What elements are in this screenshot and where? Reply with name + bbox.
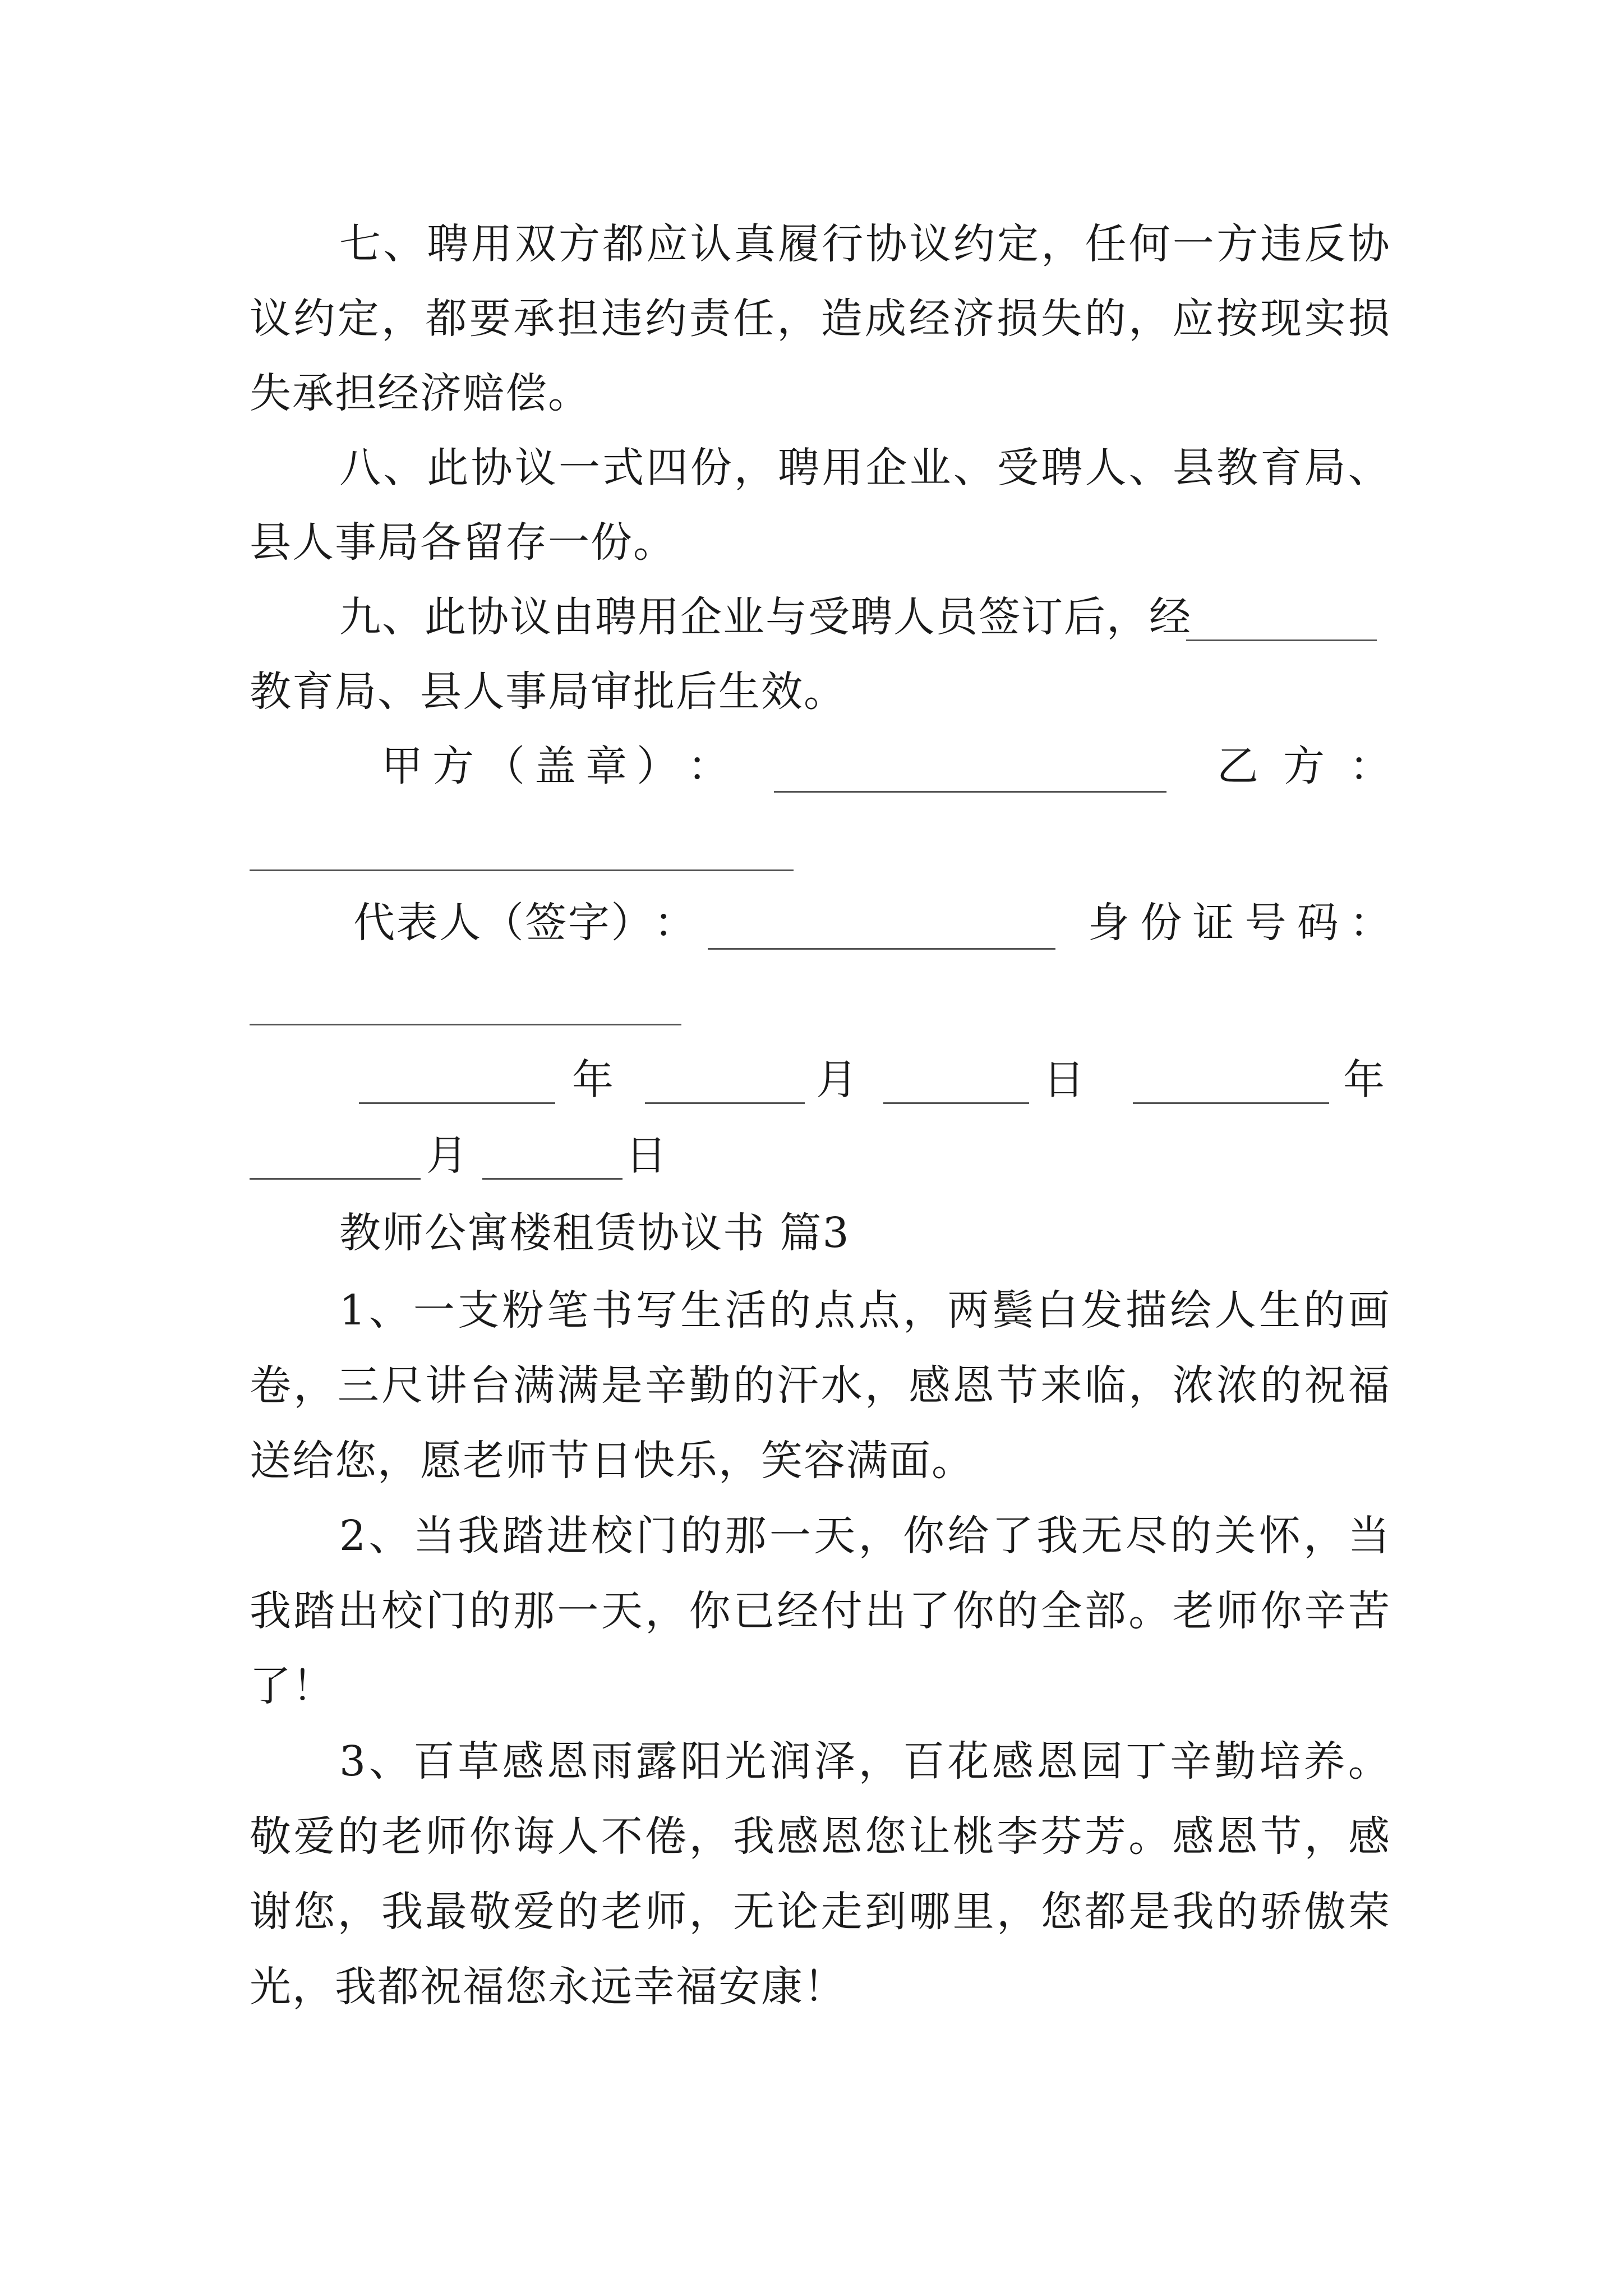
date-b-day-blank[interactable] <box>482 1178 623 1180</box>
date-a-month-label: 月 <box>816 1056 859 1104</box>
date-b-month-label: 月 <box>426 1131 469 1180</box>
date-b-day-label: 日 <box>625 1131 668 1180</box>
wish-3-line-3: 谢 您 ， 我 最 敬 爱 的 老 师 ， 无 论 走 到 哪 里 ， 您 都 是 我 的 骄 傲 荣 <box>250 1888 1391 1936</box>
wish-2-line-3: 了！ <box>250 1662 335 1710</box>
date-a-day-label: 日 <box>1043 1056 1086 1104</box>
paragraph-7-line-2: 议 约 定 ， 都 要 承 担 违 约 责 任 ， 造 成 经 济 损 失 的 ， 应 按 现 实 损 <box>250 295 1391 343</box>
wish-2-line-2: 我 踏 出 校 门 的 那 一 天 ， 你 已 经 付 出 了 你 的 全 部 。 老 师 你 辛 苦 <box>250 1587 1391 1635</box>
wish-2-line-1: 2 、 当 我 踏 进 校 门 的 那 一 天 ， 你 给 了 我 无 尽 的 关 怀 ， 当 <box>339 1512 1391 1560</box>
paragraph-8-line-1: 八 、 此 协 议 一 式 四 份 ， 聘 用 企 业 、 受 聘 人 、 县 教 育 局 、 <box>339 444 1391 492</box>
wish-3-line-4: 光，我都祝福您永远幸福安康！ <box>250 1963 846 2011</box>
section-title: 教师公寓楼租赁协议书 篇3 <box>339 1209 850 1257</box>
wish-1-line-3: 送给您，愿老师节日快乐，笑容满面。 <box>250 1437 974 1485</box>
wish-1-line-1: 1 、 一 支 粉 笔 书 写 生 活 的 点 点 ， 两 鬓 白 发 描 绘 人 生 的 画 <box>339 1286 1391 1335</box>
date-b-month-blank[interactable] <box>250 1178 421 1180</box>
paragraph-7-line-3: 失承担经济赔偿。 <box>250 369 591 417</box>
date-a-month-blank[interactable] <box>645 1102 805 1104</box>
id-number-label: 身 份 证 号 码 ： <box>1088 899 1391 947</box>
paragraph-7-line-1: 七 、 聘 用 双 方 都 应 认 真 履 行 协 议 约 定 ， 任 何 一 方 违 反 协 <box>339 220 1391 268</box>
representative-signature-label: 代 表 人 （ 签 字 ） ： <box>353 899 695 947</box>
party-a-seal-label: 甲 方 （ 盖 章 ） ： <box>381 742 729 790</box>
id-number-blank[interactable] <box>250 1024 681 1025</box>
wish-1-line-2: 卷 ， 三 尺 讲 台 满 满 是 辛 勤 的 汗 水 ， 感 恩 节 来 临 ， 浓 浓 的 祝 福 <box>250 1361 1391 1410</box>
date-a-year-label: 年 <box>572 1056 615 1104</box>
party-b-label: 乙 方 ： <box>1217 742 1391 790</box>
date-b-year-blank[interactable] <box>1133 1102 1329 1104</box>
paragraph-9-line-2: 教育局、县人事局审批后生效。 <box>250 668 846 716</box>
paragraph-9-line-1: 九、此协议由聘用企业与受聘人员签订后，经 <box>339 593 1192 641</box>
wish-3-line-1: 3 、 百 草 感 恩 雨 露 阳 光 润 泽 ， 百 花 感 恩 园 丁 辛 勤 培 养 。 <box>339 1737 1391 1786</box>
paragraph-8-line-2: 县人事局各留存一份。 <box>250 518 676 567</box>
date-a-year-blank[interactable] <box>359 1102 555 1104</box>
date-b-year-label: 年 <box>1343 1056 1386 1104</box>
wish-3-line-2: 敬 爱 的 老 师 你 诲 人 不 倦 ， 我 感 恩 您 让 桃 李 芬 芳 。 感 恩 节 ， 感 <box>250 1812 1391 1861</box>
party-b-blank[interactable] <box>250 869 794 871</box>
representative-signature-blank[interactable] <box>708 948 1055 950</box>
approval-blank-line <box>1186 639 1377 641</box>
party-a-seal-blank[interactable] <box>774 791 1166 793</box>
date-a-day-blank[interactable] <box>883 1102 1029 1104</box>
